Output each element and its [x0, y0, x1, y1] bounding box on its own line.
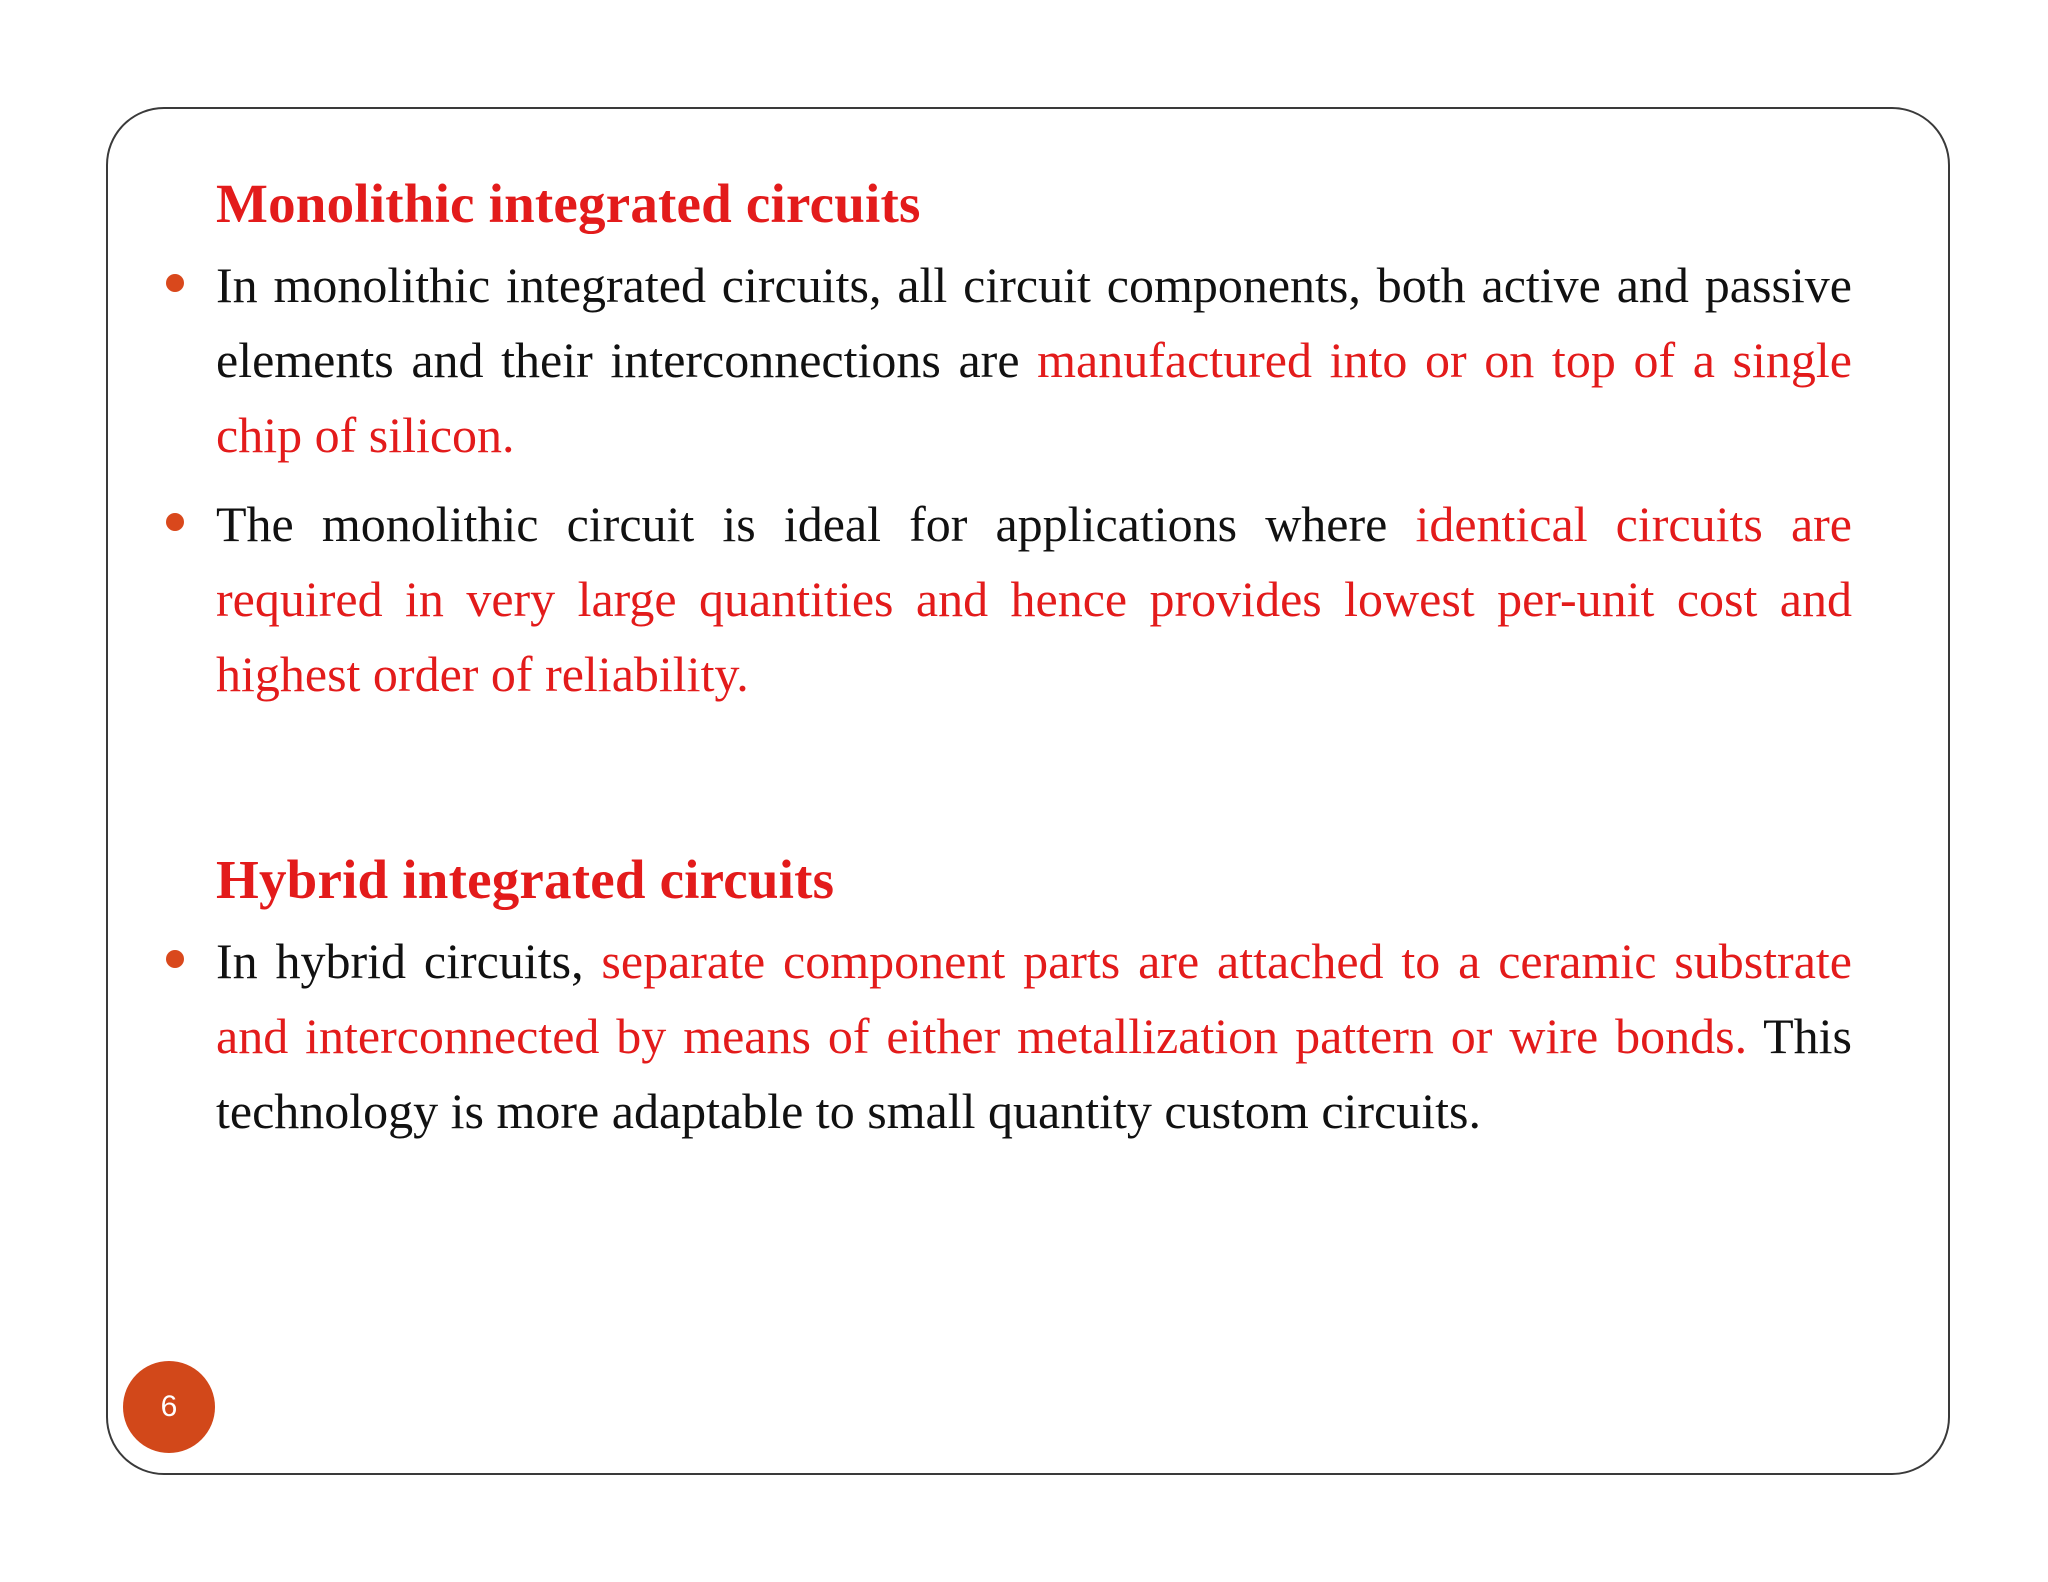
bullet-monolithic-definition	[216, 248, 1852, 473]
heading-monolithic: Monolithic integrated circuits	[216, 173, 921, 234]
section-spacer	[216, 726, 1852, 836]
bullet-text-highlight: identical circuits are required in very large quantities and hence provides lowest per-unit cost and highest order of reliability.	[216, 496, 1852, 702]
bullet-hybrid-definition	[216, 924, 1852, 1149]
bullet-text-normal-tail: This technology is more adaptable to small quantity custom circuits.	[216, 1008, 1852, 1139]
bullet-list-hybrid	[216, 924, 1852, 1149]
page-number-badge: 6	[123, 1361, 215, 1453]
heading-hybrid: Hybrid integrated circuits	[216, 849, 835, 910]
bullet-text-normal: In monolithic integrated circuits, all circuit components, both active and passive elements and their interconnections are	[216, 257, 1852, 388]
bullet-text-highlight: separate component parts are attached to a ceramic substrate and interconnected by means of either metallization pattern or wire bonds.	[216, 933, 1852, 1064]
slide-content	[216, 160, 1852, 1163]
bullet-dot-icon	[166, 274, 184, 292]
bullet-text-highlight: manufactured into or on top of a single chip of silicon.	[216, 332, 1852, 463]
bullet-list-monolithic	[216, 248, 1852, 712]
bullet-monolithic-applications	[216, 487, 1852, 712]
bullet-text-normal: The monolithic circuit is ideal for applications where	[216, 496, 1416, 552]
bullet-dot-icon	[166, 950, 184, 968]
bullet-text-normal: In hybrid circuits,	[216, 933, 602, 989]
bullet-dot-icon	[166, 513, 184, 531]
